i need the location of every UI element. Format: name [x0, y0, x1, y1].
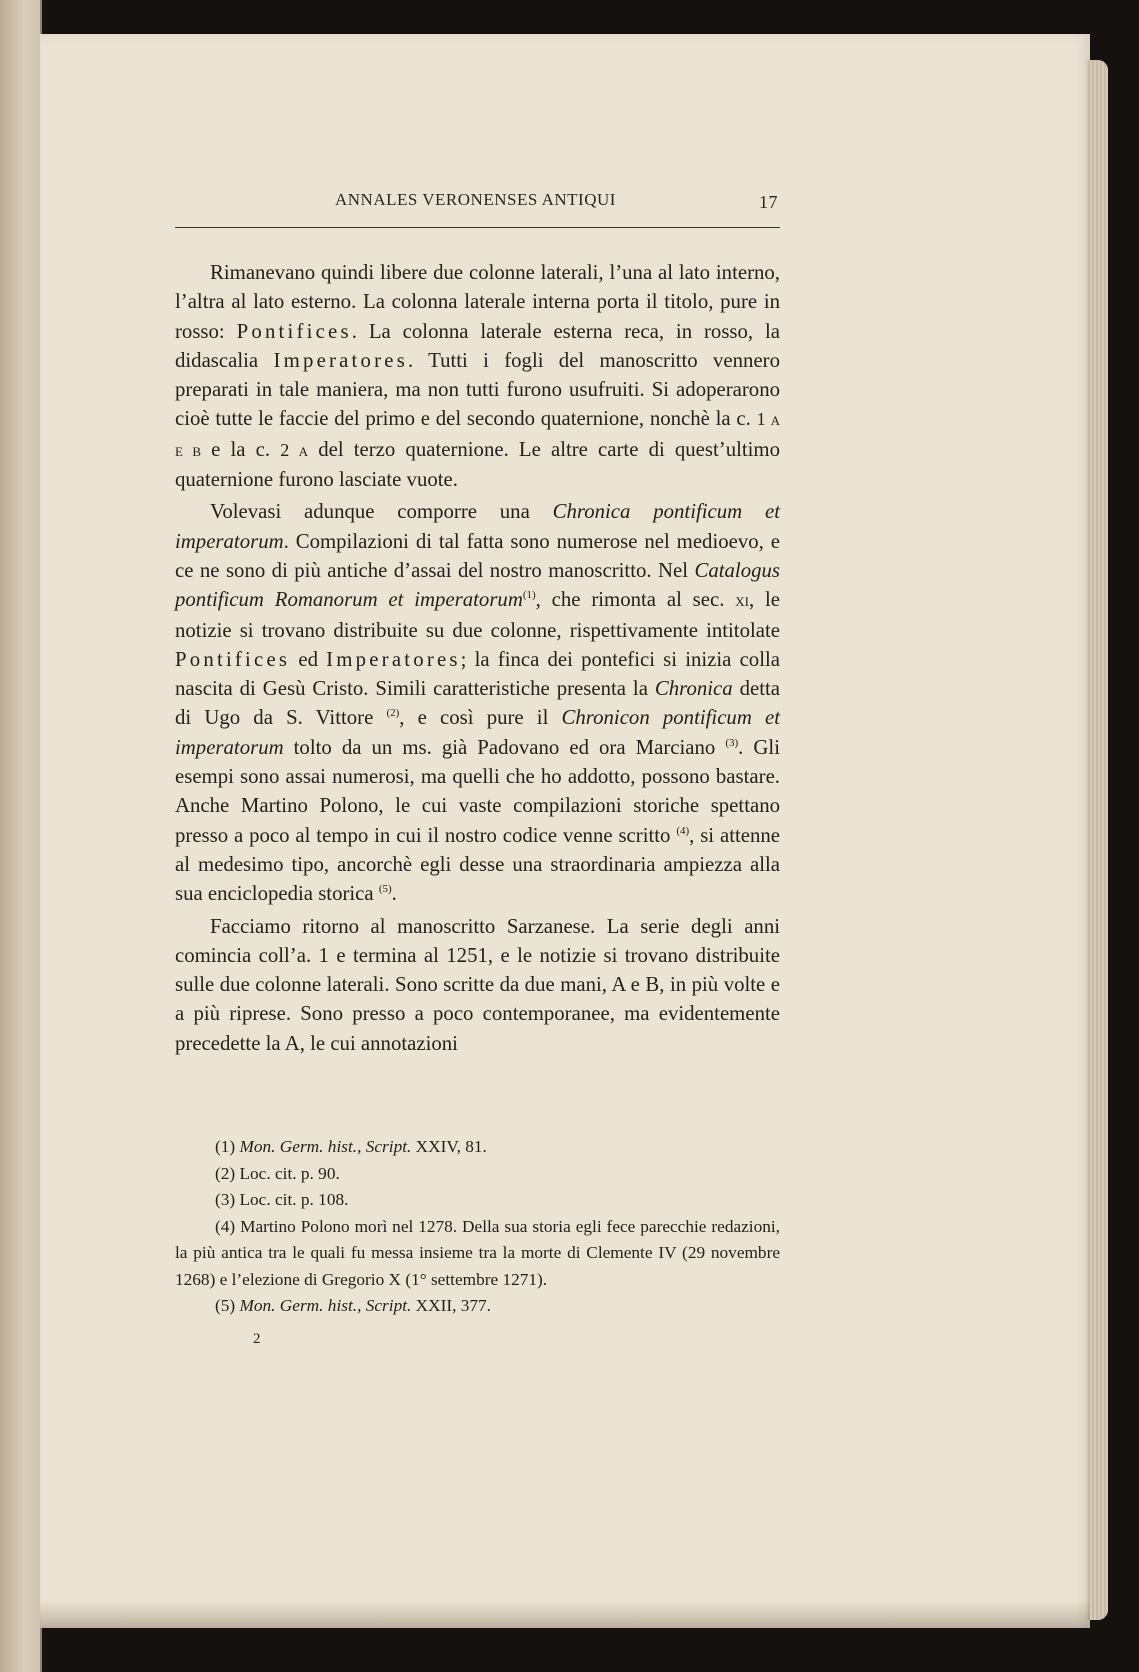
footnote-5: (5) Mon. Germ. hist., Script. XXII, 377.: [215, 1296, 492, 1315]
page-bottom-shadow: [40, 1600, 1090, 1628]
paragraph-1: Rimanevano quindi libere due colonne laterali, l’una al lato interno, l’altra al lato esterno. La colonna laterale interna porta il titolo, pure in rosso: Pontifices. La colonna laterale esterna reca, in rosso, la didascalia Imperatores. Tutti i fogli del manoscritto vennero preparati in tale maniera, ma non tutti furono usufruiti. Si adoperarono cioè tutte le faccie del primo e del secondo quaternione, nonchè la c. 1 a e b e la c. 2 a del terzo quaternione. Le altre carte di quest’ultimo quaternione furono lasciate vuote.: [175, 261, 781, 492]
footnote-ref-2: (2): [386, 707, 400, 720]
running-header: [175, 190, 780, 220]
footnote-3: (3) Loc. cit. p. 108.: [215, 1190, 349, 1209]
paragraph-2: Volevasi adunque comporre una Chronica pontificum et imperatorum. Compilazioni di tal fatta sono numerose nel medioevo, e ce ne sono di più antiche d’assai del nostro manoscritto. Nel Catalogus pontificum Romanorum et imperatorum$^{(1)}$, che rimonta al sec. xi, le notizie si trovano distribuite su due colonne, rispettivamente intitolate Pontifices ed Imperatores; la finca dei pontefici si inizia colla nascita di Gesù Cristo. Simili caratteristiche presenta la Chronica detta di Ugo da S. Vittore $^{(2)}$, e così pure il Chronicon pontificum et imperatorum tolto da un ms. già Padovano ed ora Marciano $^{(3)}$. Gli esempi sono assai numerosi, ma quelli che ho addotto, possono bastare. Anche Martino Polono, le cui vaste compilazioni storiche spettano presso a poco al tempo in cui il nostro codice venne scritto $^{(4)}$, si attenne al medesimo tipo, ancorchè egli desse una straordinaria ampiezza alla sua enciclopedia storica $^{(5)}$.: [175, 500, 781, 906]
footnote-2: (2) Loc. cit. p. 90.: [215, 1163, 340, 1183]
footnote-ref-1: (1): [522, 589, 536, 602]
running-title: ANNALES VERONENSES ANTIQUI: [335, 190, 616, 209]
paragraph-3: Facciamo ritorno al manoscritto Sarzanese. La serie degli anni comincia coll’a. 1 e termina al 1251, e le notizie si trovano distribuite sulle due colonne laterali. Sono scritte da due mani, A e B, in più volte e a più riprese. Sono presso a poco contemporanee, ma evidentemente precedette la A, le cui annotazioni: [175, 914, 780, 1055]
footnote-ref-4: (4): [676, 824, 690, 837]
footnote-4: (4) Martino Polono morì nel 1278. Della sua storia egli fece parecchie redazioni, la più antica tra le quali fu messa insieme tra la morte di Clemente IV (29 novembre 1268) e l’elezione di Gregorio X (1° settembre 1271).: [175, 1216, 780, 1289]
main-text: [175, 258, 780, 1061]
footnote-1: (1) Mon. Germ. hist., Script. XXIV, 81.: [215, 1137, 487, 1156]
page-number: 17: [759, 192, 778, 212]
footnote-ref-5: (5): [378, 883, 392, 896]
signature-mark: 2: [253, 1331, 261, 1347]
header-rule: [175, 227, 780, 228]
footnotes: [175, 1134, 780, 1320]
binding-gutter: [0, 0, 42, 1672]
page-edges: [1086, 60, 1108, 1620]
footnote-ref-3: (3): [725, 736, 739, 749]
